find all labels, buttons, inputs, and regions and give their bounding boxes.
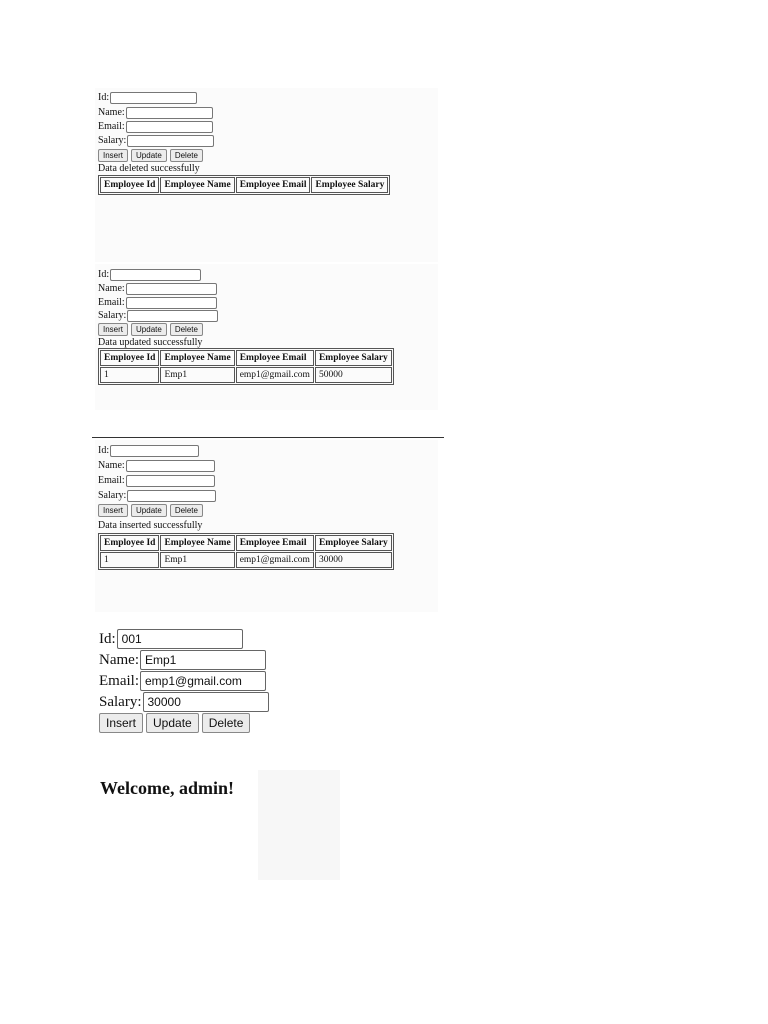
header-employee-id: Employee Id xyxy=(100,177,159,193)
cell-employee-salary: 30000 xyxy=(315,552,392,568)
id-row xyxy=(98,268,201,282)
table-row xyxy=(100,367,392,383)
salary-row xyxy=(99,692,269,712)
table-header-row xyxy=(100,535,392,551)
delete-button[interactable]: Delete xyxy=(170,149,203,162)
table-row xyxy=(100,552,392,568)
header-employee-id: Employee Id xyxy=(100,535,159,551)
id-input[interactable] xyxy=(110,269,201,281)
delete-button[interactable]: Delete xyxy=(202,713,251,733)
cell-employee-id: 1 xyxy=(100,552,159,568)
button-group xyxy=(98,323,203,336)
status-message: Data inserted successfully xyxy=(98,520,203,531)
salary-row xyxy=(98,309,218,323)
delete-button[interactable]: Delete xyxy=(170,504,203,517)
email-row xyxy=(98,120,213,134)
header-employee-email: Employee Email xyxy=(236,177,311,193)
header-employee-email: Employee Email xyxy=(236,350,314,366)
name-row xyxy=(99,650,266,670)
name-label: Name: xyxy=(99,652,139,668)
header-employee-id: Employee Id xyxy=(100,350,159,366)
name-label: Name: xyxy=(98,460,125,471)
insert-button[interactable]: Insert xyxy=(98,504,128,517)
email-row xyxy=(98,474,215,488)
name-input[interactable]: Emp1 xyxy=(140,650,266,670)
salary-row xyxy=(98,134,214,148)
id-row xyxy=(98,91,197,105)
email-input[interactable] xyxy=(126,121,213,133)
id-label: Id: xyxy=(98,445,110,456)
name-row xyxy=(98,282,217,296)
status-message: Data deleted successfully xyxy=(98,163,200,174)
welcome-heading: Welcome, admin! xyxy=(100,778,234,798)
id-label: Id: xyxy=(98,269,110,280)
header-employee-email: Employee Email xyxy=(236,535,314,551)
name-label: Name: xyxy=(98,107,125,118)
id-row xyxy=(99,629,243,649)
id-row xyxy=(98,444,199,458)
employee-table xyxy=(98,175,390,195)
screenshot-data-updated xyxy=(95,264,438,410)
update-button[interactable]: Update xyxy=(131,323,167,336)
faint-background xyxy=(258,770,340,880)
id-label: Id: xyxy=(99,631,116,647)
employee-table xyxy=(98,348,394,385)
salary-label: Salary: xyxy=(99,694,142,710)
table-header-row xyxy=(100,350,392,366)
header-employee-name: Employee Name xyxy=(160,350,234,366)
cell-employee-email: emp1@gmail.com xyxy=(236,367,314,383)
name-label: Name: xyxy=(98,283,125,294)
name-row xyxy=(98,106,213,120)
update-button[interactable]: Update xyxy=(146,713,199,733)
id-label: Id: xyxy=(98,92,110,103)
salary-input[interactable]: 30000 xyxy=(143,692,269,712)
email-row xyxy=(99,671,266,691)
salary-label: Salary: xyxy=(98,135,127,146)
cell-employee-id: 1 xyxy=(100,367,159,383)
email-label: Email: xyxy=(98,297,125,308)
delete-button[interactable]: Delete xyxy=(170,323,203,336)
screenshot-data-inserted xyxy=(95,440,438,612)
email-input[interactable] xyxy=(126,297,217,309)
salary-label: Salary: xyxy=(98,490,127,501)
screenshot-data-deleted xyxy=(95,88,438,262)
cell-employee-salary: 50000 xyxy=(315,367,392,383)
email-label: Email: xyxy=(99,673,139,689)
header-employee-salary: Employee Salary xyxy=(311,177,388,193)
name-input[interactable] xyxy=(126,283,217,295)
header-employee-salary: Employee Salary xyxy=(315,350,392,366)
email-input[interactable] xyxy=(126,475,215,487)
salary-input[interactable] xyxy=(127,490,216,502)
id-input[interactable]: 001 xyxy=(117,629,243,649)
header-employee-name: Employee Name xyxy=(160,177,234,193)
name-input[interactable] xyxy=(126,460,215,472)
update-button[interactable]: Update xyxy=(131,149,167,162)
name-input[interactable] xyxy=(126,107,213,119)
insert-button[interactable]: Insert xyxy=(98,323,128,336)
cell-employee-name: Emp1 xyxy=(160,552,234,568)
button-group xyxy=(98,504,203,517)
update-button[interactable]: Update xyxy=(131,504,167,517)
status-message: Data updated successfully xyxy=(98,337,203,348)
name-row xyxy=(98,459,215,473)
employee-table xyxy=(98,533,394,570)
insert-button[interactable]: Insert xyxy=(98,149,128,162)
salary-input[interactable] xyxy=(127,310,218,322)
salary-label: Salary: xyxy=(98,310,127,321)
email-input[interactable]: emp1@gmail.com xyxy=(140,671,266,691)
email-label: Email: xyxy=(98,121,125,132)
email-label: Email: xyxy=(98,475,125,486)
salary-row xyxy=(98,489,216,503)
cell-employee-email: emp1@gmail.com xyxy=(236,552,314,568)
button-group xyxy=(98,149,203,162)
id-input[interactable] xyxy=(110,445,199,457)
cell-employee-name: Emp1 xyxy=(160,367,234,383)
divider-line xyxy=(92,437,444,438)
id-input[interactable] xyxy=(110,92,197,104)
insert-button[interactable]: Insert xyxy=(99,713,143,733)
header-employee-salary: Employee Salary xyxy=(315,535,392,551)
button-group xyxy=(99,713,250,733)
salary-input[interactable] xyxy=(127,135,214,147)
email-row xyxy=(98,296,217,310)
table-header-row xyxy=(100,177,388,193)
header-employee-name: Employee Name xyxy=(160,535,234,551)
screenshot-filled-form xyxy=(99,626,299,736)
